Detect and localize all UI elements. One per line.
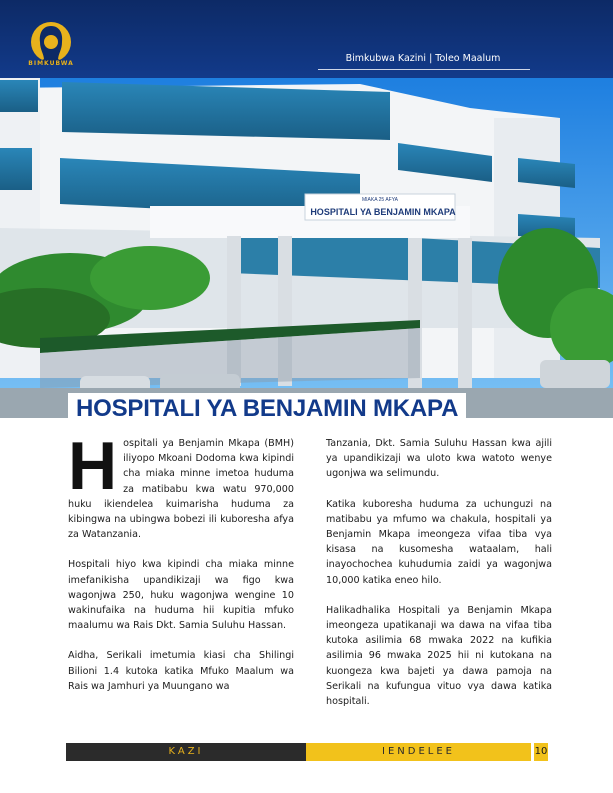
page-number: 10 <box>532 743 548 761</box>
woman-silhouette-logo-icon <box>28 20 74 76</box>
paragraph-1 <box>68 428 294 542</box>
page-footer <box>66 743 546 761</box>
logo-text: BIMKUBWA <box>28 60 74 67</box>
footer-slogan-left: KAZI <box>66 743 306 761</box>
paragraph-1-text: ospitali ya Benjamin Mkapa (BMH) iliyopo Mkoani Dodoma kwa kipindi cha miaka minne imetoa huduma za matibabu kwa watu 970,000 huku ikiendelea kuimarisha huduma za kibingwa na ubingwa bobezi ili kuboresha afya za Watanzania. <box>68 438 294 541</box>
paragraph-2: Hospitali hiyo kwa kipindi cha miaka minne imefanikisha upandikizaji wa figo kwa wagonjwa 250, huku wagonjwa wengine 10 wakinufaika na huduma hii kupitia mfuko maalumu wa Rais Dkt. Samia Suluhu Hassan. <box>68 559 294 632</box>
paragraph-3: Aidha, Serikali imetumia kiasi cha Shilingi Bilioni 1.4 kutoka katika Mfuko Maalum wa Rais wa Jamhuri ya Muungano wa <box>68 650 294 692</box>
article-column-left <box>68 428 294 709</box>
paragraph-4: Tanzania, Dkt. Samia Suluhu Hassan kwa ajili ya upandikizaji wa uloto kwa watoto wenye ugonjwa wa selimundu. <box>326 438 552 480</box>
paragraph-5: Katika kuboresha huduma za uchunguzi na matibabu ya mfumo wa chakula, hospitali ya Benjamin Mkapa imeongeza vifaa tiba vya kisasa na kusomesha wataalam, hali inayochochea kuhudumia zaidi ya wagonjwa 10,000 katika eneo hilo. <box>326 498 552 586</box>
paragraph-6: Halikadhalika Hospitali ya Benjamin Mkapa imeongeza upatikanaji wa dawa na vifaa tiba kutoka asilimia 68 mwaka 2022 na kufikia asilimia 96 mwaka 2025 hii ni kutokana na kuongeza kwa bajeti ya dawa pamoja na Serikali na kufungua vituo vya dawa katika hospitali. <box>326 604 552 708</box>
issue-title: Bimkubwa Kazini | Toleo Maalum <box>345 53 501 64</box>
header-divider <box>318 69 530 70</box>
sign-main-text: HOSPITALI YA BENJAMIN MKAPA <box>310 207 456 217</box>
headline-box <box>68 393 466 425</box>
drop-cap: H <box>68 428 118 504</box>
footer-slogan-right: IENDELEE <box>306 743 531 761</box>
article-column-right <box>326 436 552 724</box>
article-headline: HOSPITALI YA BENJAMIN MKAPA <box>76 395 459 422</box>
page-header <box>0 0 613 78</box>
hospital-photo <box>0 78 613 418</box>
sign-small-text: MIAKA 25 AFYA <box>361 197 399 203</box>
